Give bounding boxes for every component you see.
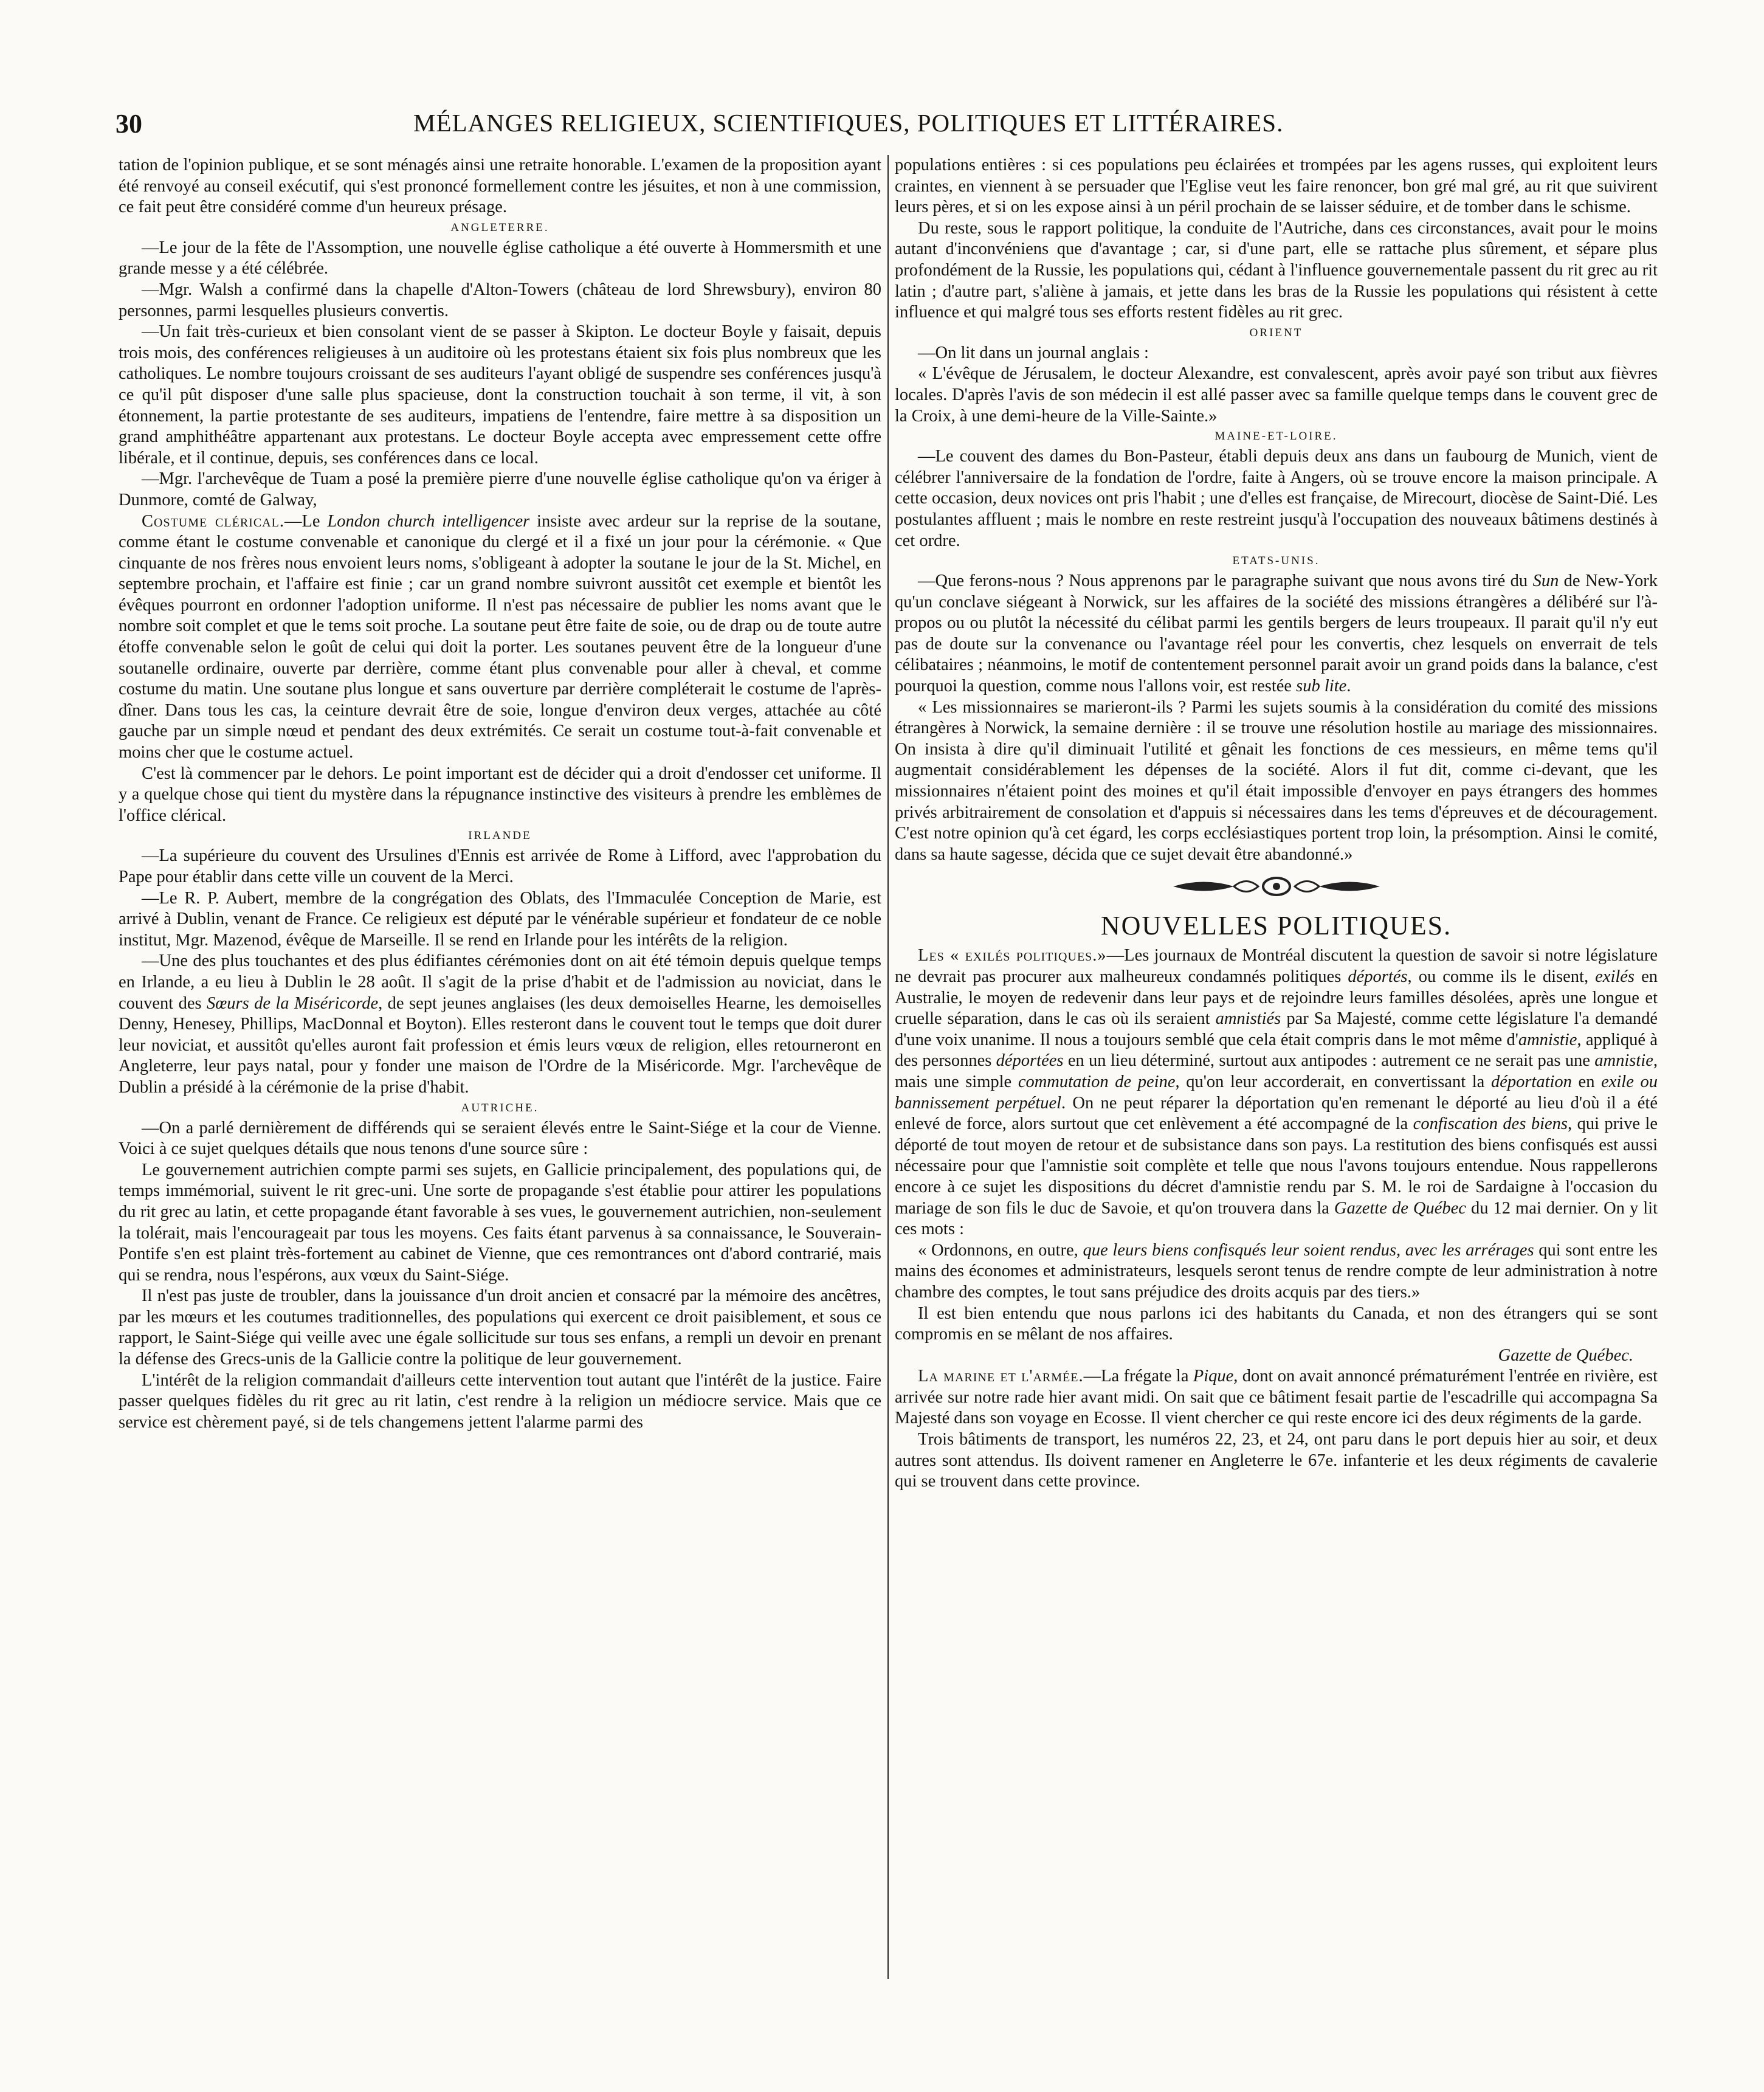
text-run: du 12 mai dernier. On y lit ces mots :	[895, 1198, 1658, 1239]
emphasis: déportés	[1348, 967, 1408, 986]
text-run: —Que ferons-nous ? Nous apprenons par le paragraphe suivant que nous avons tiré du	[918, 571, 1533, 591]
emphasis: Sœurs de la Miséricorde	[207, 993, 379, 1013]
paragraph: « L'évêque de Jérusalem, le docteur Alexandre, est convalescent, après avoir payé son tribut aux fièvres locales. D'après l'avis de son médecin il est allé passer avec sa famille quelque temps dans le couvent grec de la Croix, à une demi-heure de la Ville-Sainte.»	[895, 364, 1658, 426]
paragraph: —La supérieure du couvent des Ursulines d'Ennis est arrivée de Rome à Lifford, avec l'approbation du Pape pour établir dans cette ville un couvent de la Merci.	[119, 846, 881, 886]
left-column	[119, 155, 881, 1433]
publication-name: Sun	[1532, 571, 1559, 591]
publication-name: London church intelligencer	[327, 511, 530, 531]
emphasis: que leurs biens confisqués leur soient rendus, avec les arrérages	[1083, 1240, 1534, 1260]
emphasis: amnistie	[1518, 1030, 1577, 1049]
paragraph: —Mgr. Walsh a confirmé dans la chapelle d'Alton-Towers (château de lord Shrewsbury), environ 80 personnes, parmi lesquelles plusieurs convertis.	[119, 280, 881, 320]
paragraph	[119, 511, 881, 764]
paragraph	[119, 951, 881, 1098]
text-run: —Une des plus touchantes et des plus édifiantes cérémonies dont on ait été témoin depuis quelque temps en Irlande, a eu lieu à Dublin le 28 août. Il s'agit de la prise d'habit et de l'admission au noviciat, dans le couvent des	[119, 951, 881, 1013]
text-run: . On ne peut réparer la déportation qu'en remenant le déporté au lieu d'où il a été enlevé de force, alors surtout que cet enlèvement a été accompagné de la	[895, 1093, 1658, 1134]
text-run: en un lieu déterminé, surtout aux antipodes : autrement ce ne serait pas une	[1063, 1051, 1595, 1071]
text-run: de New-York qu'un conclave siégeant à Norwick, sur les affaires de la société des missions étrangères a délibéré sur l'à-propos ou ou plutôt la nécessité du célibat parmi les gentils bergers de leurs troupeaux. Il parait qu'il n'y eut pas de doute sur la convenance ou l'avantage réel pour les convertis, chez lesquels on enverrait de tels célibataires ; néanmoins, le motif de contentement personnel parait avoir un grand poids dans la balance, c'est pourquoi la question, comme nous l'allons voir, est restée	[895, 571, 1658, 696]
publication-name: Gazette de Québec	[1334, 1198, 1466, 1218]
text-run: , appliqué à des personnes	[895, 1030, 1658, 1071]
text-run: , dont on avait annoncé prématurément l'entrée en rivière, est arrivée sur notre rade hier avant midi. On sait que ce bâtiment fesait partie de l'escadrille qui accompagna Sa Majesté dans son voyage en Ecosse. Il vient chercher ce qui reste encore ici des deux régiments de la garde.	[895, 1367, 1658, 1428]
text-run: —Les journaux de Montréal discutent la question de savoir si notre législature ne devrait pas procurer aux malheureux condamnés politiques	[895, 946, 1658, 986]
page-header	[115, 108, 1349, 151]
section-heading-orient: ORIENT	[1249, 326, 1303, 339]
text-run: « Ordonnons, en outre,	[918, 1240, 1083, 1260]
article-lead: Les « exilés politiques.»	[918, 946, 1107, 965]
paragraph: L'intérêt de la religion commandait d'ailleurs cette intervention tout autant que l'intérêt de la justice. Faire passer quelques fidèles du rit grec au rit latin, c'est rendre à la religion un médiocre service. Mais que ce service est chèrement payé, si de tels changemens jettent l'alarme parmi des	[119, 1370, 881, 1432]
paragraph: Trois bâtiments de transport, les numéros 22, 23, et 24, ont paru dans le port depuis hier au soir, et deux autres sont attendus. Ils doivent ramener en Angleterre le 67e. infanterie et les deux régiments de cavalerie qui se trouvent dans cette province.	[895, 1430, 1658, 1491]
paragraph: Il n'est pas juste de troubler, dans la jouissance d'un droit ancien et consacré par la mémoire des ancêtres, par les mœurs et les coutumes traditionnelles, des populations qui exercent ce droit paisiblement, et sous ce rapport, le Saint-Siége qui veille avec une égale sollicitude sur tous ses enfans, a rempli un devoir en prenant la défense des Grecs-unis de la Gallicie contre la politique de leur gouvernement.	[119, 1286, 881, 1369]
text-run: qui sont entre les mains des économes et administrateurs, lesquels seront tenus de rendre compte de leur administration à notre chambre des comptes, le tout sans préjudice des droits acquis par des tiers.»	[895, 1240, 1658, 1302]
paragraph	[895, 945, 1658, 1240]
section-heading-autriche: AUTRICHE.	[461, 1101, 539, 1114]
paragraph: Du reste, sous le rapport politique, la conduite de l'Autriche, dans ces circonstances, avait pour le moins autant d'inconvéniens que d'avantage ; car, si d'une part, elle se rattache plus sûrement, et sépare plus profondément de la Russie, les populations qui, cédant à l'influence gouvernementale passent du rit grec au rit latin ; d'autre part, s'aliène à jamais, et jette dans les bras de la Russie les populations qui résistent à cette influence et qui malgré tous ses efforts restent fidèles au rit grec.	[895, 218, 1658, 322]
right-column	[895, 155, 1658, 1493]
paragraph	[895, 1240, 1658, 1303]
paragraph: —Le couvent des dames du Bon-Pasteur, établi depuis deux ans dans un faubourg de Munich, vient de célébrer l'anniversaire de la fondation de l'ordre, faite à Angers, où se trouve encore la maison principale. A cette occasion, deux novices ont pris l'habit ; une d'elles est française, de Mirecourt, diocèse de Saint-Dié. Les postulantes affluent ; mais le nombre en reste restreint jusqu'à l'occupation des nouveaux bâtimens destinés à cet ordre.	[895, 447, 1658, 550]
paragraph: —On a parlé dernièrement de différends qui se seraient élevés entre le Saint-Siége et la cour de Vienne. Voici à ce sujet quelques détails que nous tenons d'une source sûre :	[119, 1118, 881, 1159]
paragraph: Il est bien entendu que nous parlons ici des habitants du Canada, et non des étrangers qui se sont compromis en se mêlant de nos affaires.	[895, 1303, 1658, 1344]
text-run: , qui prive le déporté de tout moyen de retour et de subsistance dans son pays. La restitution des biens confisqués est aussi nécessaire pour que l'amnistie soit complète et telle que nous l'avons toujours entendue. Nous rappellerons encore à ce sujet les dispositions du décret d'amnistie rendu par S. M. le roi de Sardaigne à l'occasion du mariage de son fils le duc de Savoie, et qu'on trouvera dans la	[895, 1114, 1658, 1218]
emphasis: sub lite	[1296, 677, 1347, 696]
paragraph: C'est là commencer par le dehors. Le point important est de décider qui a droit d'endosser cet uniforme. Il y a quelque chose qui tient du mystère dans la répugnance instinctive des visiteurs à prendre les emblèmes de l'office clérical.	[119, 764, 881, 825]
text-run: par Sa Majesté, comme cette législature l'a demandé d'une voix unanime. Il nous a toujours semblé que cela était compris dans le mot même d'	[895, 1009, 1658, 1049]
running-title: MÉLANGES RELIGIEUX, SCIENTIFIQUES, POLITIQUES ET LITTÉRAIRES.	[413, 109, 1284, 137]
paragraph	[895, 571, 1658, 697]
paragraph: —Le R. P. Aubert, membre de la congrégation des Oblats, des l'Immaculée Conception de Marie, est arrivé à Dublin, venant de France. Ce religieux est député par le vénérable supérieur et fondateur de ce noble institut, Mgr. Mazenod, évêque de Marseille. Il se rend en Irlande pour les intérêts de la religion.	[119, 888, 881, 950]
paragraph: tation de l'opinion publique, et se sont ménagés ainsi une retraite honorable. L'examen de la proposition ayant été renvoyé au conseil exécutif, qui s'est prononcé formellement contre les jésuites, et non à une commission, ce fait peut être considéré comme d'un heureux présage.	[119, 156, 881, 217]
source-signature: Gazette de Québec.	[1498, 1345, 1633, 1365]
text-run: , ou comme ils le disent,	[1407, 967, 1596, 986]
emphasis: exile ou bannissement perpétuel	[895, 1072, 1658, 1113]
text-run: —La frégate la	[1083, 1367, 1193, 1386]
emphasis: déportées	[996, 1051, 1064, 1071]
text-run: en	[1571, 1072, 1602, 1091]
text-run: en Australie, le moyen de redevenir dans leur pays et de rejoindre leurs familles désolées, après une longue et cruelle séparation, dans le cas où ils seraient	[895, 967, 1658, 1029]
text-run: insiste avec ardeur sur la reprise de la soutane, comme étant le costume convenable et canonique du clergé et il a fixé un jour pour la cérémonie. « Que cinquante de nos frères nous envoient leurs noms, s'obligeant à adopter la soutane le jour de la St. Michel, en septembre prochain, et l'affaire est finie ; car un grand nombre suivront aussitôt cet exemple et bientôt les évêques pourront en ordonner l'adoption uniforme. Il n'est pas nécessaire de publier les noms avant que le nombre soit complet et que le tems soit proche. La soutane peut être faite de soie, ou de drap ou de toute autre étoffe convenable selon le goût de celui qui doit la porter. Les soutanes peuvent être de la longueur d'une soutanelle ordinaire, ouverte par derrière, comme étant plus convenable pour aller à cheval, et comme costume du matin. Une soutane plus longue et sans ouverture par derrière compléterait le costume de l'après-dîner. Dans tous les cas, la ceinture devrait être de soie, longue d'environ deux verges, attachée au côté gauche par un simple nœud et pendant des deux extrémités. Ce serait un costume tout-à-fait convenable et moins cher que le costume actuel.	[119, 511, 882, 762]
paragraph: populations entières : si ces populations peu éclairées et trompées par les agens russes, qui exploitent leurs craintes, en viennent à se persuader que l'Eglise veut les faire renoncer, bon gré mal gré, au rit que suivirent leurs pères, et si on les expose ainsi à un péril prochain de se laisser séduire, et de tomber dans le schisme.	[895, 156, 1658, 217]
section-heading-angleterre: ANGLETERRE.	[450, 221, 550, 234]
text-run: , qu'on leur accorderait, en convertissant la	[1175, 1072, 1491, 1091]
text-run: —Le	[284, 511, 328, 531]
section-heading-irlande: IRLANDE	[468, 829, 532, 843]
emphasis: déportation	[1490, 1072, 1572, 1091]
article-lead: La marine et l'armée.	[918, 1367, 1084, 1386]
emphasis: commutation de peine	[1018, 1072, 1176, 1091]
emphasis: confiscation des biens	[1413, 1114, 1568, 1134]
paragraph: Le gouvernement autrichien compte parmi ses sujets, en Gallicie principalement, des populations qui, de temps immémorial, suivent le rit grec-uni. Une sorte de propagande s'est établie pour attirer les populations du rit grec au latin, et cette propagande étant favorable à ses vues, le gouvernement autrichien, non-seulement la tolérait, mais l'encourageait par tous les moyens. Ces faits étant parvenus à sa connaissance, le Souverain-Pontife s'en est plaint très-fortement au cabinet de Vienne, que ces remontrances ont d'abord contrarié, mais qui se rendra, nous l'espérons, aux vœux du Saint-Siége.	[119, 1160, 881, 1285]
page-number: 30	[115, 109, 142, 139]
emphasis: exilés	[1595, 967, 1635, 986]
ship-name: Pique	[1193, 1367, 1234, 1386]
paragraph	[895, 1366, 1658, 1429]
section-heading-maine-et-loire: MAINE-ET-LOIRE.	[1214, 430, 1338, 443]
column-rule	[887, 155, 889, 1979]
paragraph: —Mgr. l'archevêque de Tuam a posé la première pierre d'une nouvelle église catholique qu'on va ériger à Dunmore, comté de Galway,	[119, 469, 881, 509]
section-title-nouvelles-politiques: NOUVELLES POLITIQUES.	[1100, 911, 1452, 941]
emphasis: amnistie	[1594, 1051, 1653, 1071]
paragraph: —On lit dans un journal anglais :	[918, 343, 1149, 362]
paragraph: « Les missionnaires se marieront-ils ? Parmi les sujets soumis à la considération du comité des missions étrangères à Norwick, la semaine dernière : il se trouve une résolution hostile au mariage des missionnaires. On insista à dire qu'il diminuait l'utilité et gênait les fonctions de ces messieurs, en même tems qu'il augmentait considérablement les dépenses de la société. Alors il fut dit, comme ci-devant, que les missionnaires n'étaient point des moines et qu'il était impossible d'envoyer en pays étrangers des hommes privés arbitrairement de consolation et d'appuis si nécessaires dans les tems d'épreuves et de découragement. C'est notre opinion qu'à cet égard, les corps ecclésiastiques portent trop loin, la présomption. Ainsi le comité, dans sa haute sagesse, décida que ce sujet devait être abandonné.»	[895, 697, 1658, 864]
ornament-icon	[895, 871, 1658, 908]
paragraph: —Un fait très-curieux et bien consolant vient de se passer à Skipton. Le docteur Boyle y faisait, depuis trois mois, des conférences religieuses à un auditoire où les protestans étaient six fois plus nombreux que les catholiques. Le nombre toujours croissant de ses auditeurs l'ayant obligé de suspendre ses conférences jusqu'à ce qu'il pût disposer d'une salle plus spacieuse, dont la construction touchait à son terme, il vit, à son étonnement, la partie protestante de ses auditeurs, impatiens de l'entendre, faire mettre à sa disposition un grand amphithéâtre appartenant aux protestans. Le docteur Boyle accepta avec empressement cette offre libérale, et il continue, depuis, ses conférences dans ce local.	[119, 322, 881, 468]
section-heading-etats-unis: ETATS-UNIS.	[1232, 554, 1320, 568]
text-run: , mais une simple	[895, 1051, 1658, 1091]
emphasis: amnistiés	[1215, 1009, 1281, 1029]
article-lead: Costume clérical.	[142, 511, 284, 531]
text-run: , de sept jeunes anglaises (les deux demoiselles Hearne, les demoiselles Denny, Henesey, Phillips, MacDonnal et Boyton). Elles resteront dans le couvent tout le temps que doit durer leur noviciat, et aussitôt qu'elles auront fait profession et émis leurs vœux de religion, elles retourneront en Angleterre, leur pays natal, pour y fonder une maison de l'Ordre de la Miséricorde. Mgr. l'archevêque de Dublin a présidé à la cérémonie de la prise d'habit.	[119, 993, 881, 1097]
paragraph: —Le jour de la fête de l'Assomption, une nouvelle église catholique a été ouverte à Hommersmith et une grande messe y a été célébrée.	[119, 238, 881, 278]
text-run: .	[1346, 677, 1351, 696]
